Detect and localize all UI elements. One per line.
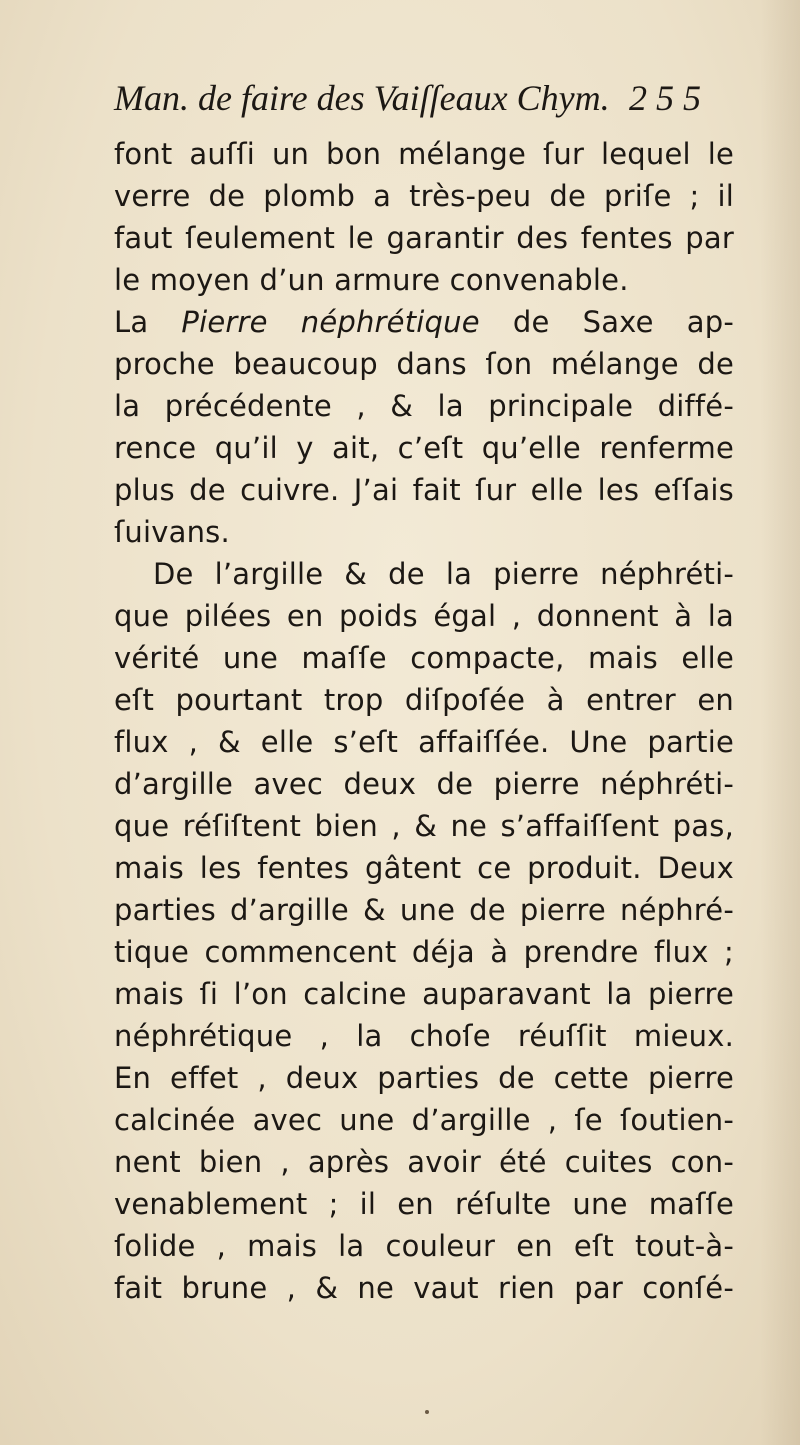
- running-head-title: Man. de faire des Vaiſſeaux Chym.: [114, 78, 610, 118]
- italic-term: Pierre néphrétique: [181, 305, 480, 339]
- text-line: vérité une maſſe compacte, mais elle: [114, 641, 734, 675]
- text-line: tique commencent déja à prendre flux ;: [114, 935, 734, 969]
- text-line: mais ſi l’on calcine auparavant la pierre: [114, 977, 734, 1011]
- text-line: venablement ; il en réſulte une maſſe: [114, 1187, 734, 1221]
- text-line: verre de plomb a très-peu de priſe ; il: [114, 179, 734, 213]
- running-head: [114, 70, 714, 126]
- text-line: le moyen d’un armure convenable.: [114, 263, 629, 297]
- text-line: De l’argille & de la pierre néphréti-: [153, 557, 734, 591]
- gutter-shadow: [760, 0, 800, 1445]
- text-line: rence qu’il y ait, c’eſt qu’elle renferme: [114, 431, 734, 465]
- text-line-with-italic: [114, 302, 734, 342]
- text-line: que réſiſtent bien , & ne s’affaiſſent pas,: [114, 809, 734, 843]
- text-line: ſuivans.: [114, 515, 230, 549]
- text-span: La: [114, 305, 182, 339]
- text-line: mais les fentes gâtent ce produit. Deux: [114, 851, 734, 885]
- text-span: de Saxe ap-: [479, 305, 734, 339]
- text-line: fait brune , & ne vaut rien par conſé-: [114, 1271, 734, 1305]
- text-line: que pilées en poids égal , donnent à la: [114, 599, 734, 633]
- text-line: parties d’argille & une de pierre néphré-: [114, 893, 734, 927]
- page-number: 2 5 5: [629, 78, 701, 118]
- text-line: néphrétique , la choſe réuſſit mieux.: [114, 1019, 734, 1053]
- text-line: plus de cuivre. J’ai fait ſur elle les eſſais: [114, 473, 734, 507]
- text-line: eſt pourtant trop diſpoſée à entrer en: [114, 683, 734, 717]
- text-line: faut ſeulement le garantir des fentes par: [114, 221, 734, 255]
- text-line: nent bien , après avoir été cuites con-: [114, 1145, 734, 1179]
- text-line: En effet , deux parties de cette pierre: [114, 1061, 734, 1095]
- text-line: flux , & elle s’eſt affaiſſée. Une partie: [114, 725, 734, 759]
- text-line: ſolide , mais la couleur en eſt tout-à-: [114, 1229, 734, 1263]
- text-line: d’argille avec deux de pierre néphréti-: [114, 767, 734, 801]
- text-line: font auſſi un bon mélange ſur lequel le: [114, 137, 734, 171]
- ink-speck: [425, 1410, 429, 1414]
- text-line: proche beaucoup dans ſon mélange de: [114, 347, 734, 381]
- text-line: calcinée avec une d’argille , ſe ſoutien-: [114, 1103, 734, 1137]
- text-line: la précédente , & la principale diffé-: [114, 389, 734, 423]
